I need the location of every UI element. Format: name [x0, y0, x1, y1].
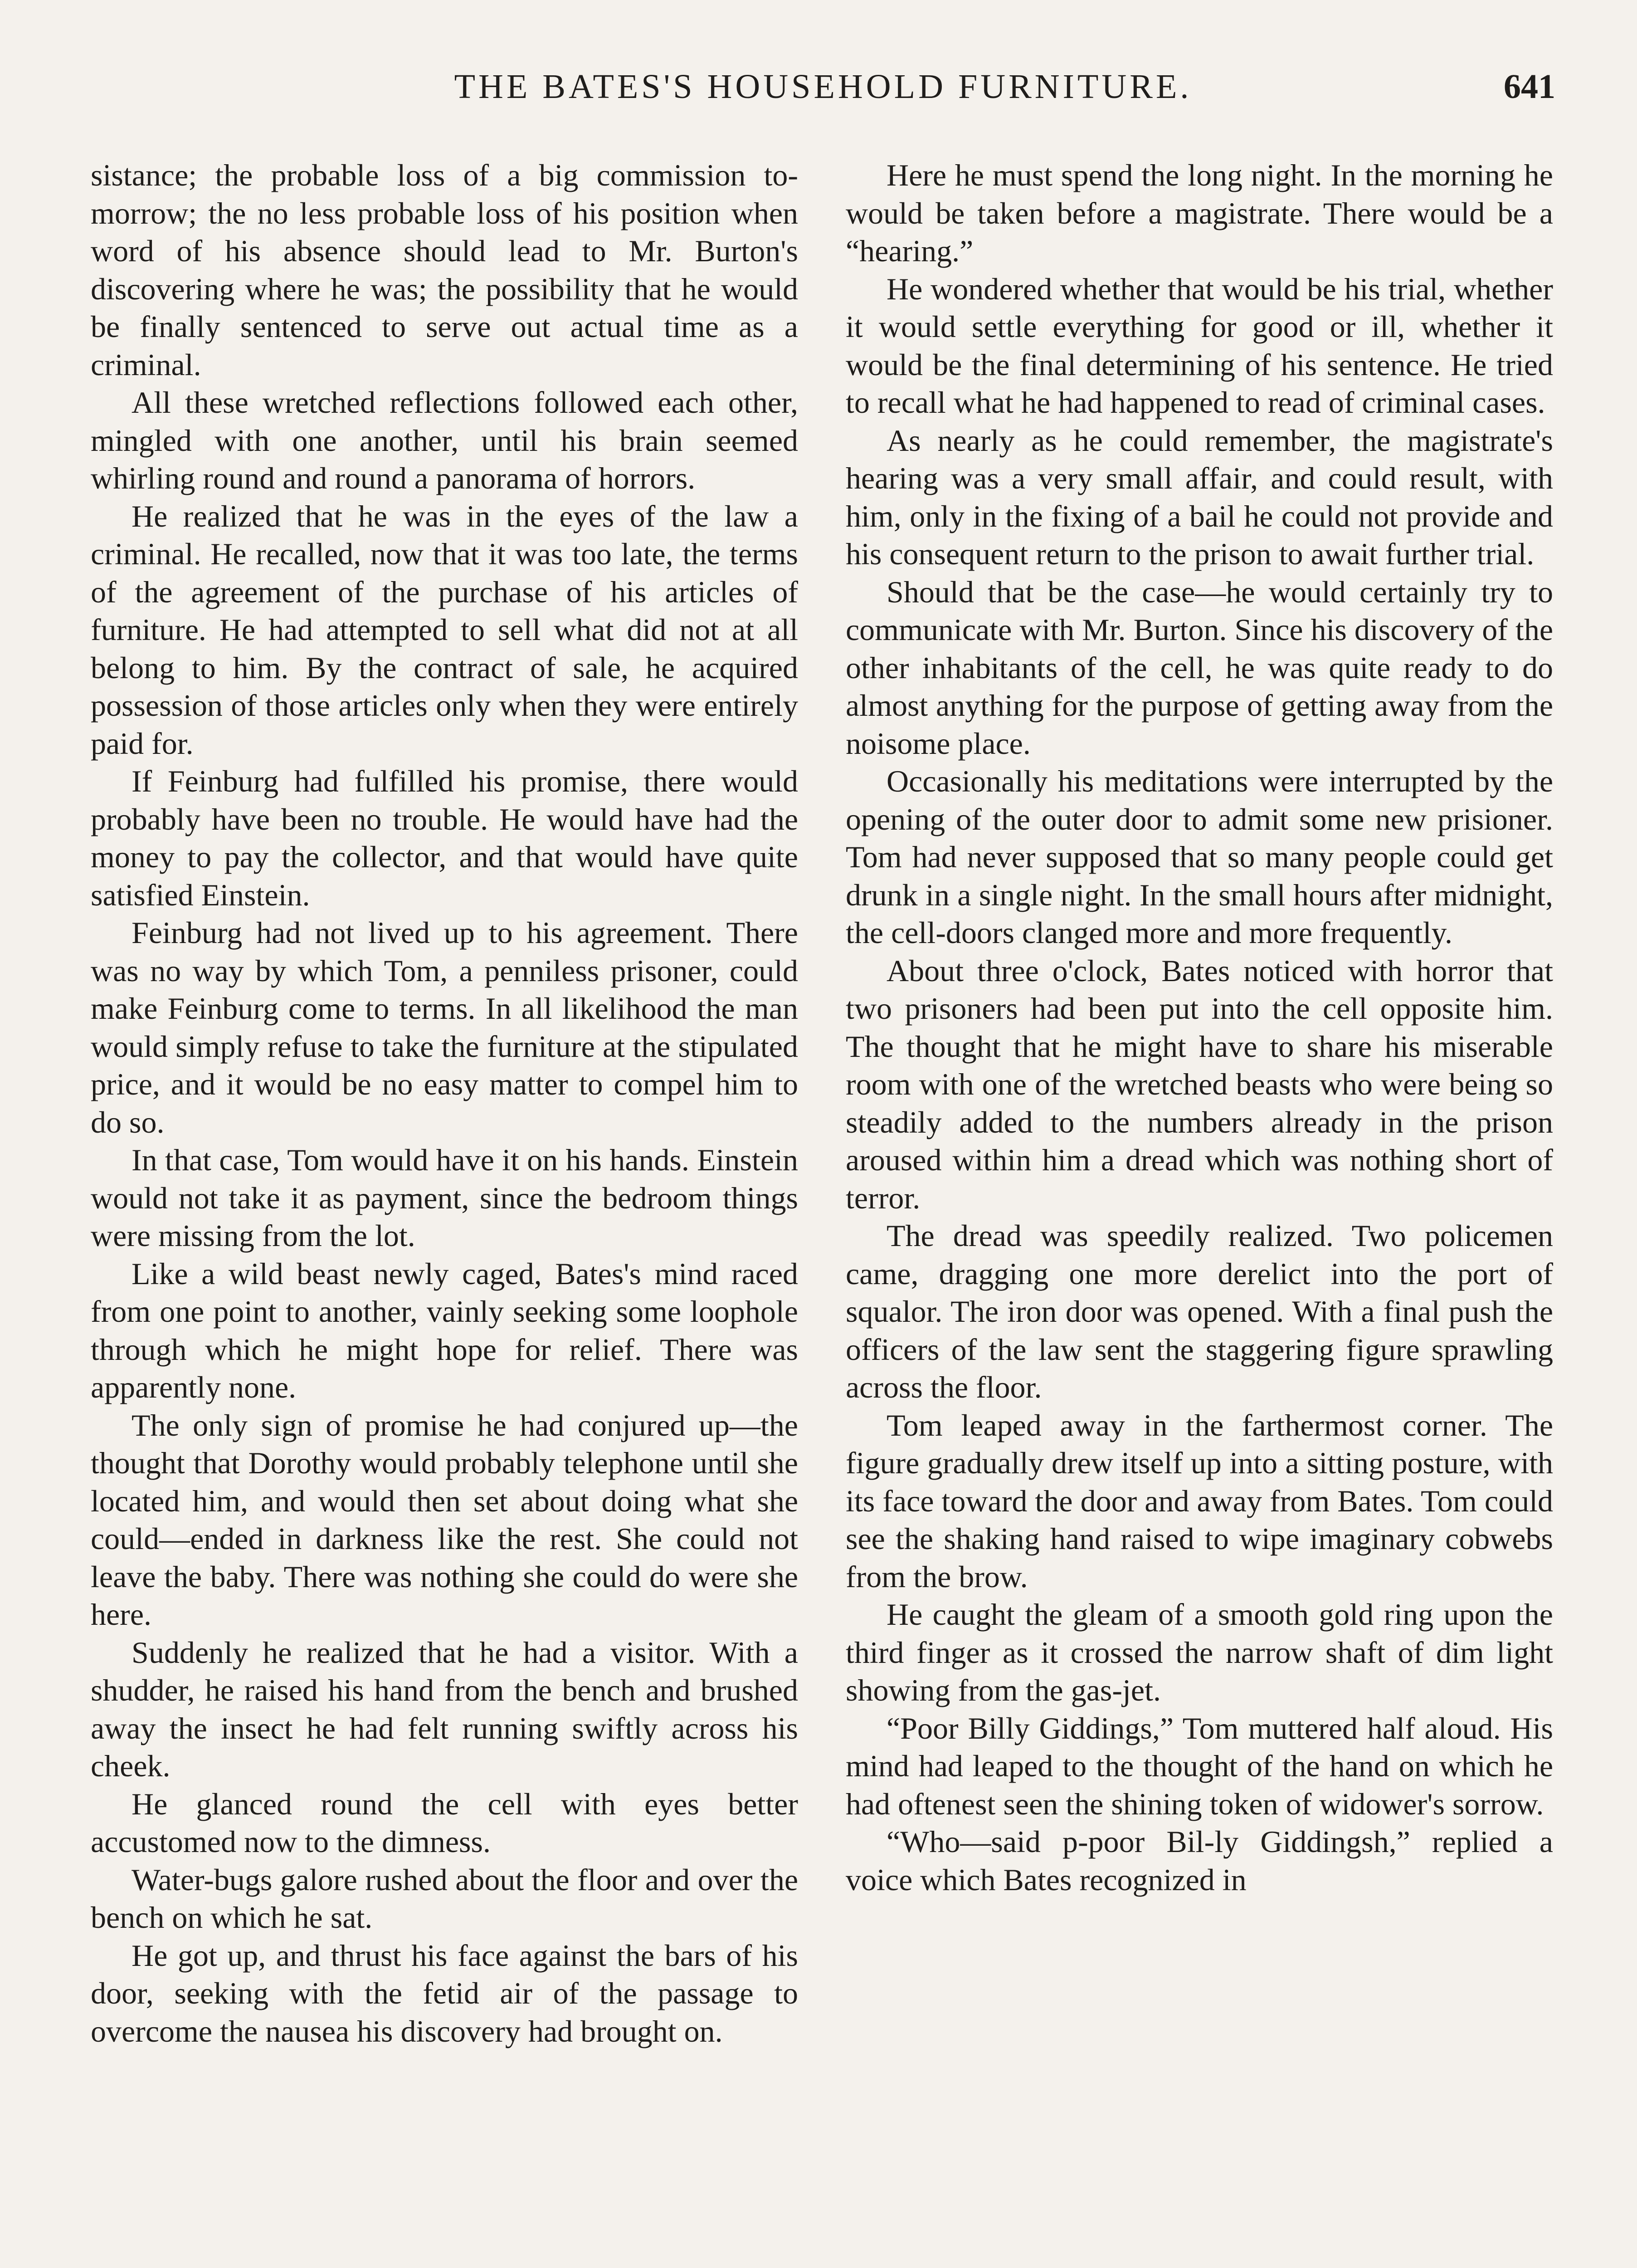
paragraph: The only sign of promise he had conjured up—the thought that Dorothy would probably telephone until she located him, and would then set about doing what she could—ended in darkness like the rest. She could not leave the baby. There was nothing she could do were she here.	[91, 1408, 798, 1632]
running-title: THE BATES'S HOUSEHOLD FURNITURE.	[454, 68, 1192, 106]
running-head	[91, 64, 1555, 113]
paragraph: Here he must spend the long night. In the morning he would be taken before a magistrate. There would be a “hearing.”	[846, 158, 1553, 268]
paragraph: “Who—said p-poor Bil-ly Giddingsh,” replied a voice which Bates recognized in	[846, 1824, 1553, 1897]
paragraph: He realized that he was in the eyes of the law a criminal. He recalled, now that it was too late, the terms of the agreement of the purchase of his articles of furniture. He had attempted to sell what did not at all belong to him. By the contract of sale, he acquired possession of those articles only when they were entirely paid for.	[91, 499, 798, 761]
paragraph: About three o'clock, Bates noticed with horror that two prisoners had been put into the cell opposite him. The thought that he might have to share his miserable room with one of the wretched beasts who were being so steadily added to the numbers already in the prison aroused within him a dread which was nothing short of terror.	[846, 953, 1553, 1215]
paragraph: sistance; the probable loss of a big commission to-morrow; the no less probable loss of his position when word of his absence should lead to Mr. Burton's discovering where he was; the possibility that he would be finally sentenced to serve out actual time as a criminal.	[91, 158, 798, 382]
paragraph: Feinburg had not lived up to his agreement. There was no way by which Tom, a penniless prisoner, could make Feinburg come to terms. In all likelihood the man would simply refuse to take the furniture at the stipulated price, and it would be no easy matter to compel him to do so.	[91, 915, 798, 1139]
paragraph: He wondered whether that would be his trial, whether it would settle everything for good or ill, whether it would be the final determining of his sentence. He tried to recall what he had happened to read of criminal cases.	[846, 271, 1553, 420]
text-column-left	[91, 156, 798, 2268]
paragraph: He got up, and thrust his face against the bars of his door, seeking with the fetid air of the passage to overcome the nausea his discovery had brought on.	[91, 1938, 798, 2048]
paragraph: He caught the gleam of a smooth gold ring upon the third finger as it crossed the narrow shaft of dim light showing from the gas-jet.	[846, 1597, 1553, 1707]
paragraph: As nearly as he could remember, the magistrate's hearing was a very small affair, and could result, with him, only in the fixing of a bail he could not provide and his consequent return to the prison to await further trial.	[846, 423, 1553, 571]
paragraph: The dread was speedily realized. Two policemen came, dragging one more derelict into the port of squalor. The iron door was opened. With a final push the officers of the law sent the staggering figure sprawling across the floor.	[846, 1218, 1553, 1404]
paragraph: If Feinburg had fulfilled his promise, there would probably have been no trouble. He would have had the money to pay the collector, and that would have quite satisfied Einstein.	[91, 764, 798, 912]
paragraph: Tom leaped away in the farthermost corner. The figure gradually drew itself up into a sitting posture, with its face toward the door and away from Bates. Tom could see the shaking hand raised to wipe imaginary cobwebs from the brow.	[846, 1408, 1553, 1594]
paragraph: Should that be the case—he would certainly try to communicate with Mr. Burton. Since his discovery of the other inhabitants of the cell, he was quite ready to do almost anything for the purpose of getting away from the noisome place.	[846, 574, 1553, 761]
paragraph: Water-bugs galore rushed about the floor and over the bench on which he sat.	[91, 1862, 798, 1935]
paragraph: Occasionally his meditations were interrupted by the opening of the outer door to admit some new prisioner. Tom had never supposed that so many people could get drunk in a single night. In the small hours after midnight, the cell-doors clanged more and more frequently.	[846, 764, 1553, 950]
paragraph: “Poor Billy Giddings,” Tom muttered half aloud. His mind had leaped to the thought of the hand on which he had oftenest seen the shining token of widower's sorrow.	[846, 1711, 1553, 1821]
paragraph: He glanced round the cell with eyes better accustomed now to the dimness.	[91, 1786, 798, 1859]
paragraph: All these wretched reflections followed each other, mingled with one another, until his brain seemed whirling round and round a panorama of horrors.	[91, 385, 798, 495]
paragraph: Like a wild beast newly caged, Bates's mind raced from one point to another, vainly seeking some loophole through which he might hope for relief. There was apparently none.	[91, 1256, 798, 1404]
page-number: 641	[1504, 68, 1555, 106]
paragraph: In that case, Tom would have it on his hands. Einstein would not take it as payment, since the bedroom things were missing from the lot.	[91, 1143, 798, 1253]
paragraph: Suddenly he realized that he had a visitor. With a shudder, he raised his hand from the bench and brushed away the insect he had felt running swiftly across his cheek.	[91, 1635, 798, 1783]
text-column-right	[846, 156, 1553, 2268]
